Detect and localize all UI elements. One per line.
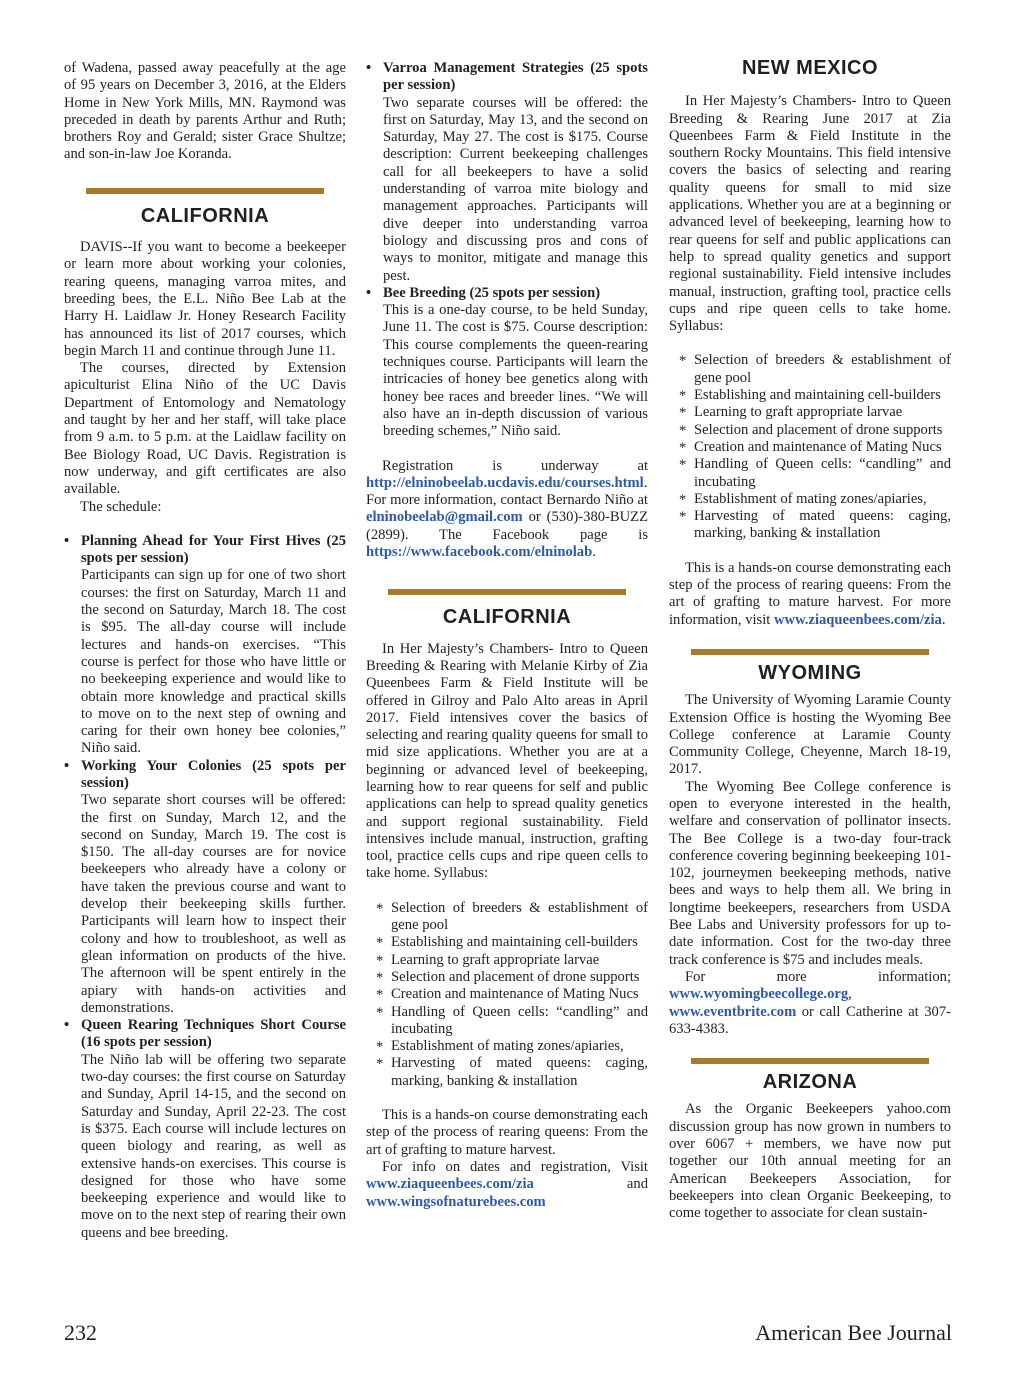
course-item [366, 60, 648, 285]
course-title: Planning Ahead for Your First Hives (25 spots per session) [81, 532, 346, 567]
syllabus-item [376, 986, 648, 1003]
zia-link[interactable]: www.ziaqueenbees.com/zia [366, 1176, 534, 1193]
course-title: Working Your Colonies (25 spots per session) [81, 757, 346, 791]
paragraph: This is a hands-on course demonstrating each step of the process of rearing queens: From the art of grafting to mature harvest. [366, 1107, 648, 1158]
syllabus-text: Establishing and maintaining cell-builders [391, 934, 638, 951]
text-run: or (530)-380-BUZZ (2899). The Facebook page is [366, 509, 648, 543]
column-1 [64, 60, 346, 1242]
syllabus-item [679, 352, 951, 387]
asterisk-icon: * [679, 491, 687, 508]
course-list [366, 60, 648, 441]
wyomingbeecollege-link[interactable]: www.wyomingbeecollege.org [669, 986, 849, 1003]
course-title: Varroa Management Strategies (25 spots per session) [383, 60, 648, 94]
syllabus-item [376, 1038, 648, 1055]
syllabus-text: Handling of Queen cells: “candling” and incubating [391, 1003, 648, 1037]
syllabus-text: Establishment of mating zones/apiaries, [391, 1038, 624, 1055]
syllabus-list [366, 900, 648, 1090]
syllabus-text: Establishment of mating zones/apiaries, [694, 490, 927, 507]
syllabus-text: Handling of Queen cells: “candling” and incubating [694, 456, 951, 490]
syllabus-text: Selection of breeders & establishment of gene pool [694, 352, 951, 386]
text-run: . [592, 544, 596, 561]
syllabus-text: Creation and maintenance of Mating Nucs [391, 986, 639, 1003]
course-item [64, 533, 346, 758]
eventbrite-link[interactable]: www.eventbrite.com [669, 1003, 797, 1020]
syllabus-item [376, 952, 648, 969]
paragraph: In Her Majesty’s Chambers- Intro to Queen Breeding & Rearing with Melanie Kirby of Zia Queenbees Farm & Field Institute will be offered in Gilroy and Palo Alto areas in April 2017. Field intensives cover the basics of selecting and rearing quality queens for small to mid size applications. Whether you are at a beginning or advanced level of beekeeping, learning how to rear queens for self and public applications can help to spread quality genetics and support regional sustainability. Field intensives include manual, instruction, grafting tool, practice cells cups and ripe queen cells to take home. Syllabus: [366, 640, 648, 882]
paragraph: The courses, directed by Extension apiculturist Elina Niño of the UC Davis Department of Entomology and Nematology and taught by her and her staff, will take place from 9 a.m. to 5 p.m. at the Laidlaw facility on Bee Biology Road, UC Davis. Registration is now underway, and gift certificates are also available. [64, 360, 346, 498]
syllabus-item [376, 900, 648, 935]
syllabus-text: Learning to graft appropriate larvae [391, 951, 600, 968]
text-run: For more information; [685, 968, 951, 985]
course-list [64, 533, 346, 1242]
text-run: , [848, 986, 852, 1003]
course-item [366, 285, 648, 441]
syllabus-item [679, 456, 951, 491]
section-heading-wyoming: WYOMING [758, 661, 862, 684]
course-item [64, 1017, 346, 1242]
syllabus-text: Harvesting of mated queens: caging, marking, banking & installation [694, 508, 951, 542]
syllabus-text: Learning to graft appropriate larvae [694, 404, 903, 421]
text-run: . For more information, contact Bernardo Niño at [366, 474, 648, 509]
text-run: For info on dates and registration, Visit [382, 1158, 648, 1175]
course-body: This is a one-day course, to be held Sunday, June 11. The cost is $75. Course description: This course complements the queen-rearing techniques course. Participants will learn the intricacies of honey bee genetics along with honey bee races and breeder lines. “We will also have an in-depth discussion of various breeding schemes,” Niño said. [383, 302, 648, 440]
syllabus-list [669, 352, 951, 542]
journal-title: American Bee Journal [755, 1320, 952, 1345]
bullet-icon: • [64, 1017, 70, 1034]
zia-link[interactable]: www.ziaqueenbees.com/zia [774, 611, 942, 628]
bullet-icon: • [366, 284, 372, 301]
syllabus-item [679, 422, 951, 439]
paragraph: In Her Majesty’s Chambers- Intro to Queen Breeding & Rearing June 2017 at Zia Queenbees Farm & Field Institute in the southern Rocky Mountains. This field intensive covers the basics of selecting and rearing quality queens for small to mid size applications. Whether you are at a beginning or advanced level of beekeeping, learning how to rear queens for self and public applications can help to spread quality genetics and support regional sustainability. Field intensive includes manual, instruction, grafting tool, practice cells cups and ripe queen cells to take home. Syllabus: [669, 93, 951, 335]
syllabus-item [679, 439, 951, 456]
syllabus-item [679, 387, 951, 404]
paragraph: The University of Wyoming Laramie County Extension Office is hosting the Wyoming Bee College conference at Laramie County Community College, Cheyenne, March 18-19, 2017. [669, 692, 951, 778]
page-number: 232 [64, 1320, 97, 1345]
asterisk-icon: * [376, 1004, 384, 1021]
course-body: Two separate short courses will be offered: the first on Sunday, March 12, and the second on Sunday, March 19. The cost is $150. The all-day courses are for novice beekeepers who already have a colony or have taken the previous course and want to develop their beekeeping skills further. Participants will learn how to inspect their colony and how to troubleshoot, as well as glean information on products of the hive. The afternoon will be spent entirely in the apiary with hands-on activities and demonstrations. [81, 792, 346, 1016]
asterisk-icon: * [376, 935, 384, 952]
course-item [64, 758, 346, 1017]
asterisk-icon: * [376, 987, 384, 1004]
paragraph: As the Organic Beekeepers yahoo.com discussion group has now grown in numbers to over 6067 + members, we have now put together our 10th annual meeting for an American Beekeepers Association, for beekeepers into clean Organic Beekeeping, to come together to associate for clean sustain- [669, 1101, 951, 1222]
paragraph: The Wyoming Bee College conference is open to everyone interested in the health, welfare and conservation of pollinator insects. The Bee College is a two-day four-track conference covering beginning beekeeping 101-102, journeymen beekeeping methods, native bees and ways to help them all. We bring in longtime beekeepers, researchers from USDA Bee Labs and University professors for up to-date information. Cost for the two-day three track conference is $75 and includes meals. [669, 778, 951, 968]
text-run: This is a hands-on course demonstrating each step of the process of rearing queens: From the art of grafting to mature harvest. For more information, visit [669, 559, 951, 628]
asterisk-icon: * [679, 353, 687, 370]
syllabus-text: Selection and placement of drone supports [694, 421, 943, 438]
syllabus-item [376, 1055, 648, 1090]
bullet-icon: • [64, 757, 70, 774]
bullet-icon: • [366, 60, 372, 76]
asterisk-icon: * [376, 952, 384, 969]
course-body: Two separate courses will be offered: the first on Saturday, May 13, and the second on Saturday, May 27. The cost is $175. Course description: Current beekeeping challenges call for all beekeepers to have a solid understanding of varroa mite biology and management approaches. Participants will dive deeper into understanding varroa biology and discussing pros and cons of ways to monitor, mitigate and manage this pest. [383, 94, 648, 284]
section-heading-california: CALIFORNIA [140, 204, 270, 227]
column-2 [366, 60, 648, 1211]
obituary-continuation: of Wadena, passed away peacefully at the age of 95 years on December 3, 2016, at the Elders Home in New York Mills, MN. Raymond was preceded in death by parents Arthur and Ruth; brothers Roy and Gerald; sister Grace Shultze; and son-in-law Joe Koranda. [64, 60, 346, 163]
syllabus-item [679, 508, 951, 543]
asterisk-icon: * [376, 1039, 384, 1056]
info-paragraph [366, 1159, 648, 1211]
courses-link[interactable]: http://elninobeelab.ucdavis.edu/courses.html [366, 474, 644, 491]
section-heading-arizona: ARIZONA [762, 1071, 858, 1094]
section-heading-california: CALIFORNIA [442, 606, 572, 629]
asterisk-icon: * [679, 405, 687, 422]
text-run: . [941, 611, 946, 628]
syllabus-text: Creation and maintenance of Mating Nucs [694, 438, 942, 455]
registration-paragraph [366, 458, 648, 562]
column-3 [669, 57, 951, 1223]
course-title: Queen Rearing Techniques Short Course (16 spots per session) [81, 1017, 346, 1051]
syllabus-text: Selection of breeders & establishment of gene pool [391, 899, 648, 934]
facebook-link[interactable]: https://www.facebook.com/elninolab [366, 544, 593, 561]
syllabus-text: Establishing and maintaining cell-builders [694, 387, 941, 404]
asterisk-icon: * [376, 969, 384, 986]
asterisk-icon: * [679, 388, 687, 405]
asterisk-icon: * [376, 900, 384, 917]
text-run: Registration is underway at [382, 457, 648, 474]
asterisk-icon: * [679, 457, 687, 474]
wingsofnature-link[interactable]: www.wingsofnaturebees.com [366, 1193, 546, 1210]
syllabus-text: Selection and placement of drone supports [391, 968, 640, 985]
bullet-icon: • [64, 532, 70, 549]
course-body: The Niño lab will be offering two separate two-day courses: the first course on Saturday and Sunday, April 14-15, and the second on Saturday and Sunday, April 22-23. The cost is $375. Each course will include lectures on queen biology and rearing, as well as extensive hands-on exercises. This course is designed for those who have some beekeeping experience and would like to move on to the next step of rearing their own queens and bee breeding. [81, 1051, 346, 1241]
course-title: Bee Breeding (25 spots per session) [383, 284, 601, 301]
asterisk-icon: * [679, 422, 687, 439]
info-paragraph [669, 560, 951, 629]
syllabus-item [376, 969, 648, 986]
syllabus-item [679, 491, 951, 508]
asterisk-icon: * [376, 1056, 384, 1073]
info-paragraph [669, 969, 951, 1038]
section-heading-new-mexico: NEW MEXICO [741, 57, 879, 79]
text-run: or call Catherine at 307-633-4383. [669, 1003, 951, 1037]
email-link[interactable]: elninobeelab@gmail.com [366, 509, 523, 526]
asterisk-icon: * [679, 439, 687, 456]
paragraph: The schedule: [80, 498, 162, 515]
asterisk-icon: * [679, 509, 687, 526]
syllabus-item [376, 1004, 648, 1039]
syllabus-item [679, 404, 951, 421]
course-body: Participants can sign up for one of two short courses: the first on Saturday, March 11 and the second on Saturday, March 18. The cost is $95. The all-day course will include lectures and hands-on exercises. “This course is perfect for those who have little or no beekeeping experience and would like to obtain more knowledge and practical skills to move on to the next step of owning and caring for their own honey bee colonies,” Niño said. [81, 567, 346, 757]
syllabus-text: Harvesting of mated queens: caging, marking, banking & installation [391, 1055, 648, 1089]
text-run: and [533, 1176, 648, 1193]
syllabus-item [376, 934, 648, 951]
paragraph: DAVIS--If you want to become a beekeeper or learn more about working your colonies, rearing queens, managing varroa mites, and breeding bees, the E.L. Niño Bee Lab at the Harry H. Laidlaw Jr. Honey Research Facility has announced its list of 2017 courses, which begin March 11 and continue through June 11. [64, 239, 346, 359]
